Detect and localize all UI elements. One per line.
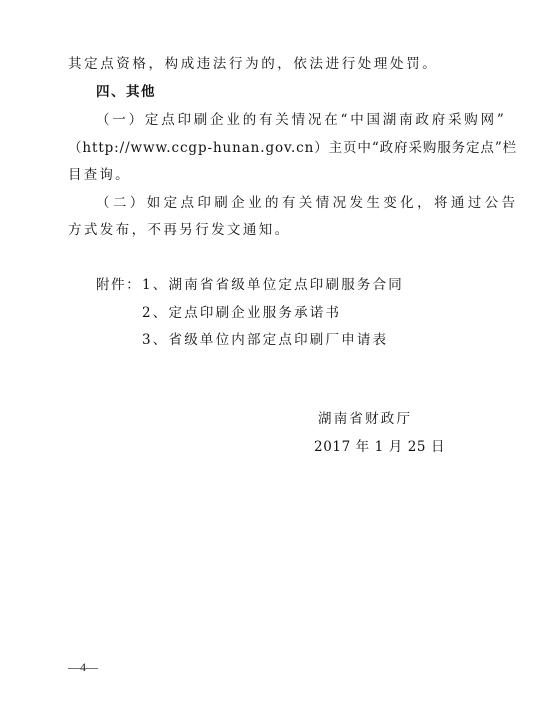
paragraph-line: 目查询。 <box>68 167 131 183</box>
page-number: —4— <box>68 660 98 674</box>
paragraph-line: （http://www.ccgp-hunan.gov.cn）主页中“政府采购服务定点”栏 <box>68 140 518 156</box>
issue-date: 2017 年 1 月 25 日 <box>314 439 446 455</box>
paragraph-line: （二）如定点印刷企业的有关情况发生变化，将通过公告 <box>96 195 519 211</box>
attachment-item: 3、省级单位内部定点印刷厂申请表 <box>142 332 389 348</box>
issuer-name: 湖南省财政厅 <box>318 411 413 427</box>
attachments-label: 附件： <box>96 277 142 293</box>
paragraph-line: （一）定点印刷企业的有关情况在“中国湖南政府采购网” <box>96 112 507 128</box>
paragraph-line: 方式发布，不再另行发文通知。 <box>68 222 291 238</box>
paragraph-line: 其定点资格，构成违法行为的，依法进行处理处罚。 <box>68 56 439 72</box>
attachment-item: 2、定点印刷企业服务承诺书 <box>142 305 342 321</box>
section-heading: 四、其他 <box>96 84 156 100</box>
attachment-item: 1、湖南省省级单位定点印刷服务合同 <box>142 277 404 293</box>
